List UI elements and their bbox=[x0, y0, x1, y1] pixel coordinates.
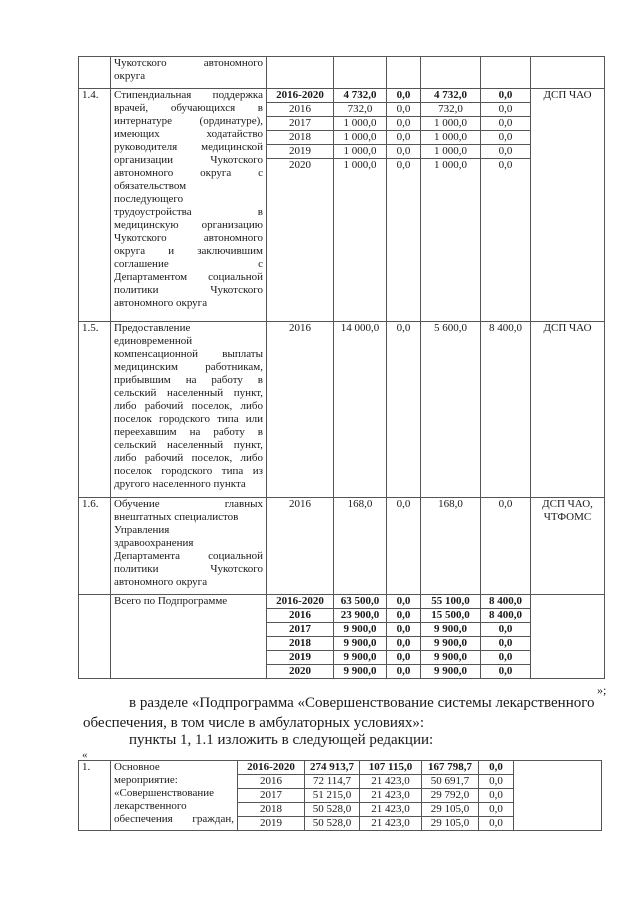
row-description: Стипендиальная поддержка врачей, обучающихся в интернатуре (ординатуре), имеющих ходатайство руководителя медицинской организации Чукотского автономного округа с обязательством последующего трудоустройства в медицинскую организацию Чукотского автономного округа и заключившим соглашение с Департаментом социальной политики Чукотского автономного округа bbox=[111, 89, 267, 322]
executor-cell: ДСП ЧАО, ЧТФОМС bbox=[531, 498, 605, 595]
table-subrow: 2019 1 000,0 0,0 1 000,0 0,0 bbox=[79, 145, 605, 159]
table-row-1-4 bbox=[79, 89, 605, 103]
table-subrow: 2016 732,0 0,0 732,0 0,0 bbox=[79, 103, 605, 117]
federal-cell: 0,0 bbox=[387, 322, 421, 498]
row-number: 1.6. bbox=[79, 498, 111, 595]
executor-cell bbox=[531, 595, 605, 679]
regional-cell: 168,0 bbox=[421, 498, 481, 595]
table-row-continuation bbox=[79, 57, 605, 89]
table-row-1-6 bbox=[79, 498, 605, 595]
medicine-supply-table bbox=[78, 760, 602, 831]
table-row-1-5 bbox=[79, 322, 605, 498]
total-cell: 168,0 bbox=[334, 498, 387, 595]
regional-cell: 4 732,0 bbox=[421, 89, 481, 103]
table-subrow: 2019 50 528,0 21 423,0 29 105,0 0,0 bbox=[79, 817, 602, 831]
table-row-1 bbox=[79, 761, 602, 775]
regional-cell: 5 600,0 bbox=[421, 322, 481, 498]
row-number: 1.5. bbox=[79, 322, 111, 498]
other-cell: 0,0 bbox=[481, 498, 531, 595]
total-label: Всего по Подпрограмме bbox=[111, 595, 267, 679]
row-description: Чукотского автономного округа bbox=[111, 57, 267, 89]
subprogram-table bbox=[78, 56, 605, 679]
table-subrow: 2017 9 900,0 0,0 9 900,0 0,0 bbox=[79, 623, 605, 637]
executor-cell: ДСП ЧАО bbox=[531, 322, 605, 498]
other-cell: 0,0 bbox=[479, 761, 514, 775]
table-subrow: 2016 72 114,7 21 423,0 50 691,7 0,0 bbox=[79, 775, 602, 789]
year-cell: 2016-2020 bbox=[238, 761, 305, 775]
other-cell: 0,0 bbox=[481, 89, 531, 103]
row-number: 1. bbox=[79, 761, 111, 831]
table-subrow: 2017 1 000,0 0,0 1 000,0 0,0 bbox=[79, 117, 605, 131]
executor-cell bbox=[514, 761, 602, 831]
table-subrow: 2020 9 900,0 0,0 9 900,0 0,0 bbox=[79, 665, 605, 679]
regional-cell: 167 798,7 bbox=[422, 761, 479, 775]
paragraph-section-line2: обеспечения, в том числе в амбулаторных условиях»: bbox=[83, 715, 425, 731]
opening-quote: « bbox=[82, 749, 88, 761]
table-row-total: Всего по Подпрограмме 2016-2020 63 500,0 0,0 55 100,0 8 400,0 bbox=[79, 595, 605, 609]
row-description: Основное мероприятие: «Совершенствование лекарственного обеспечения граждан, bbox=[111, 761, 238, 831]
year-cell: 2016 bbox=[267, 322, 334, 498]
table-subrow: 2019 9 900,0 0,0 9 900,0 0,0 bbox=[79, 651, 605, 665]
row-description: Предоставление единовременной компенсационной выплаты медицинским работникам, прибывшим на работу в сельский населенный пункт, либо рабочий поселок, либо поселок городского типа или переехавшим на работу в сельский населенный пункт, либо рабочий поселок, либо поселок городского типа из другого населенного пункта bbox=[111, 322, 267, 498]
row-description: Обучение главных внештатных специалистов Управления здравоохранения Департамента социальной политики Чукотского автономного округа bbox=[111, 498, 267, 595]
federal-cell: 0,0 bbox=[387, 89, 421, 103]
paragraph-section-line1: в разделе «Подпрограмма «Совершенствование системы лекарственного bbox=[129, 695, 595, 711]
total-cell: 14 000,0 bbox=[334, 322, 387, 498]
row-number bbox=[79, 57, 111, 89]
paragraph-instruction: пункты 1, 1.1 изложить в следующей редакции: bbox=[129, 732, 434, 748]
row-number: 1.4. bbox=[79, 89, 111, 322]
year-cell: 2016 bbox=[267, 498, 334, 595]
federal-cell: 107 115,0 bbox=[360, 761, 422, 775]
executor-cell: ДСП ЧАО bbox=[531, 89, 605, 322]
table-subrow: 2017 51 215,0 21 423,0 29 792,0 0,0 bbox=[79, 789, 602, 803]
table-subrow: 2018 50 528,0 21 423,0 29 105,0 0,0 bbox=[79, 803, 602, 817]
federal-cell: 0,0 bbox=[387, 498, 421, 595]
table-subrow: 2020 1 000,0 0,0 1 000,0 0,0 bbox=[79, 159, 605, 322]
table-subrow: 2018 1 000,0 0,0 1 000,0 0,0 bbox=[79, 131, 605, 145]
year-cell: 2016-2020 bbox=[267, 89, 334, 103]
table-subrow: 2016 23 900,0 0,0 15 500,0 8 400,0 bbox=[79, 609, 605, 623]
total-cell: 4 732,0 bbox=[334, 89, 387, 103]
other-cell: 8 400,0 bbox=[481, 322, 531, 498]
table-subrow: 2018 9 900,0 0,0 9 900,0 0,0 bbox=[79, 637, 605, 651]
total-cell: 274 913,7 bbox=[305, 761, 360, 775]
closing-quote: »; bbox=[597, 683, 607, 697]
